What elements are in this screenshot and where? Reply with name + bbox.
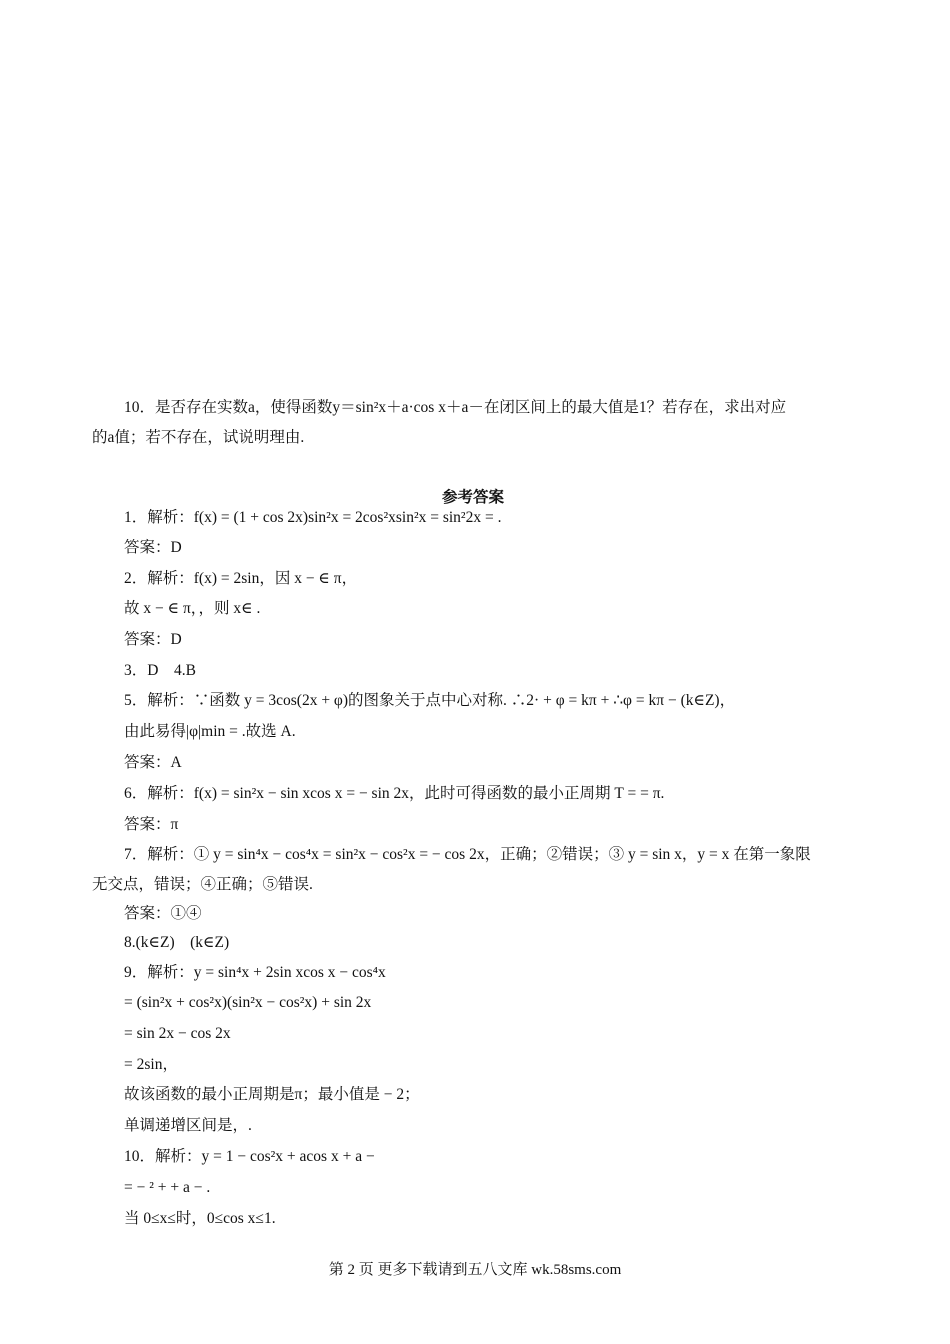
answer-line: 答案：π xyxy=(124,816,179,833)
answer-line: 答案：①④ xyxy=(124,905,202,922)
answer-line: 无交点，错误；④正确；⑤错误. xyxy=(92,876,313,893)
answer-line: 2．解析：f(x) = 2sin，因 x − ∈ π， xyxy=(124,570,358,587)
answer-line: 1．解析：f(x) = (1 + cos 2x)sin²x = 2cos²xsin²x = sin²2x = . xyxy=(124,509,502,526)
answer-line: 故 x − ∈ π，，则 x∈ . xyxy=(124,600,261,617)
page-footer: 第 2 页 更多下载请到五八文库 wk.58sms.com xyxy=(328,1262,622,1278)
answer-line: 8.(k∈Z) (k∈Z) xyxy=(124,934,230,951)
answers-heading: 参考答案 xyxy=(442,489,505,506)
answer-line: 7．解析：① y = sin⁴x − cos⁴x = sin²x − cos²x = − cos 2x，正确；②错误；③ y = sin x，y = x 在第一象限 xyxy=(124,846,811,863)
answer-line: = 2sin， xyxy=(124,1056,178,1073)
answer-line: 6．解析：f(x) = sin²x − sin xcos x = − sin 2x，此时可得函数的最小正周期 T = = π. xyxy=(124,785,665,802)
answer-line: 故该函数的最小正周期是π；最小值是 − 2； xyxy=(124,1086,420,1103)
answer-line: 答案：D xyxy=(124,631,182,648)
answer-line: 10．解析：y = 1 − cos²x + acos x + a − xyxy=(124,1148,375,1165)
question-10-line-2: 的a值；若不存在，试说明理由. xyxy=(92,429,305,446)
answer-line: = sin 2x − cos 2x xyxy=(124,1025,231,1042)
answer-line: 5．解析：∵函数 y = 3cos(2x + φ)的图象关于点中心对称. ∴2· + φ = kπ + ∴φ = kπ − (k∈Z)， xyxy=(124,692,736,709)
answer-line: = (sin²x + cos²x)(sin²x − cos²x) + sin 2x xyxy=(124,994,372,1011)
answer-line: 3．D 4.B xyxy=(124,662,196,679)
answer-line: 单调递增区间是，. xyxy=(124,1117,252,1134)
answer-line: 答案：D xyxy=(124,539,182,556)
answer-line: 9．解析：y = sin⁴x + 2sin xcos x − cos⁴x xyxy=(124,964,386,981)
answer-line: 由此易得|φ|min = .故选 A. xyxy=(124,723,296,740)
question-10-line-1: 10．是否存在实数a，使得函数y＝sin²x＋a·cos x＋a－在闭区间上的最大值是1？若存在，求出对应 xyxy=(124,399,787,416)
answer-line: = − ² + + a − . xyxy=(124,1179,211,1196)
answer-line: 当 0≤x≤时，0≤cos x≤1. xyxy=(124,1210,276,1227)
answer-line: 答案：A xyxy=(124,754,182,771)
